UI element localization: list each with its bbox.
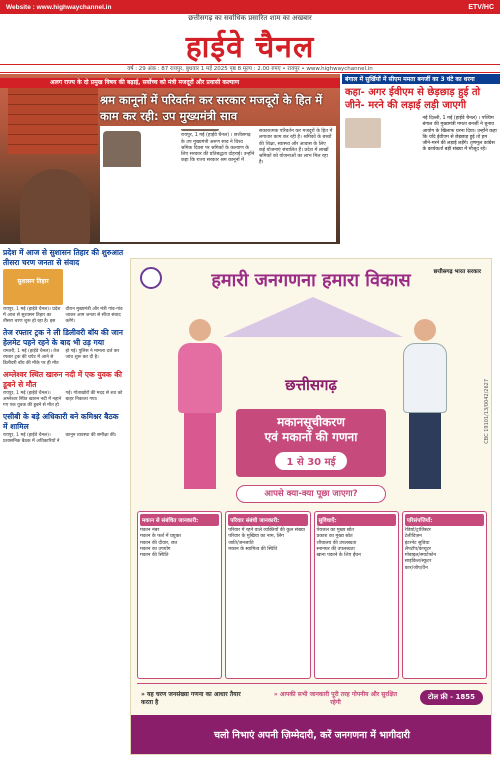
woman-saree — [178, 343, 222, 413]
info-grid — [137, 511, 487, 679]
left-body-4: रायपुर, 1 मई (हाईवे चैनल)। प्रशासनिक बैठक में अधिकारियों ने कानून व्यवस्था की समीक्षा की। — [3, 433, 117, 444]
note-middle: » आपकी सभी जानकारी पूरी तरह गोपनीय और सुरक्षित रहेगी — [273, 690, 398, 706]
card-item: मकान नंबर — [140, 528, 160, 533]
census-badge-icon — [140, 267, 162, 289]
house-roof-graphic — [223, 297, 403, 337]
card-family — [225, 511, 310, 679]
card-item: इंटरनेट सुविधा — [404, 540, 430, 546]
note-strip — [137, 683, 487, 711]
tollfree-button[interactable]: टोल फ्री - 1855 — [420, 690, 483, 705]
card-item: टेलीविज़न — [404, 534, 422, 540]
card-item: मकान के स्वामित्व की स्थिति — [228, 546, 278, 552]
card-item: मकान के फर्श में प्रयुक्त — [140, 534, 181, 540]
masthead — [0, 26, 500, 64]
card-item: मकान का उपयोग — [140, 546, 171, 552]
card-house — [137, 511, 222, 679]
man-enumerator-figure — [396, 319, 454, 509]
woman-enumerator-figure — [171, 319, 229, 509]
card-facilities — [314, 511, 399, 679]
left-column — [0, 246, 128, 751]
card-item: परिवार के मुखिया का नाम, लिंग — [228, 534, 284, 540]
card-item: मकान की स्थिति — [140, 553, 169, 559]
mamata-photo — [345, 118, 381, 148]
state-name: छत्तीसगढ़ — [285, 376, 337, 394]
left-body-2: धमतरी, 1 मई (हाईवे चैनल)। तेज रफ्तार ट्रक की चपेट में आने से डिलीवरी बॉय की मौके पर ही मौत हो गई। पुलिस ने मामला दर्ज कर जांच शुरू कर दी है। — [3, 349, 120, 366]
census-dates: 1 से 30 मई — [275, 452, 348, 470]
ad-footer: चलो निभाएं अपनी ज़िम्मेदारी, करें जनगणना में भागीदारी — [131, 715, 492, 755]
lead-body-text: रायपुर, 1 मई (हाईवे चैनल) । छत्तीसगढ़ के उप मुख्यमंत्री अरुण साव ने विश्व श्रमिक दिवस पर श्रमिकों के कल्याण के लिए सरकार की प्रतिबद्धता दोहराई। उन्होंने कहा कि राज्य सरकार श्रम कानूनों में सकारात्मक परिवर्तन कर मजदूरों के हित में लगातार काम कर रही है। श्रमिकों के बच्चों की शिक्षा, स्वास्थ्य और आवास के लिए कई योजनाएं संचालित हैं। प्रदेश में लाखों श्रमिकों को योजनाओं का लाभ मिल रहा है। — [181, 129, 333, 166]
cbc-code: CBC 19101/13/0042/2627 — [484, 379, 490, 444]
card-item: लैपटॉप/कंप्यूटर — [404, 546, 432, 552]
card-assets — [402, 511, 487, 679]
left-body-3: रायपुर, 1 मई (हाईवे चैनल)। अम्लेश्वर स्थित खारुन नदी में नहाने गए एक युवक की डूबने से मौत हो गई। गोताखोरों की मदद से शव को बाहर निकाला गया। — [3, 391, 123, 408]
census-panel — [236, 409, 386, 477]
panel-line-1: मकानसूचीकरण — [277, 415, 345, 429]
left-headline-3: अम्लेश्वर स्थित खारुन नदी में एक युवक की डूबने से मौत — [3, 370, 122, 389]
lead-kicker: अलग राज्य के दो प्रमुख विषय की बढ़ाई, सर्वोच्च को मंत्री मजदूरों और प्रवासी कल्याण — [0, 78, 340, 88]
brand-mark: ETV/HC — [468, 3, 494, 11]
website-text[interactable]: Website : www.highwaychannel.in — [6, 3, 112, 11]
ask-banner: आपसे क्या-क्या पूछा जाएगा? — [236, 485, 386, 503]
card-item: साइकिल/स्कूटर — [404, 559, 432, 565]
govt-emblem: छत्तीसगढ़ भारत सरकार — [433, 269, 481, 275]
woman-legs — [184, 413, 216, 489]
right-banner: बंगाल में सुर्खियों में सीएम ममता बनर्जी का 3 घंटे का धरना — [342, 74, 500, 84]
ad-headline: हमारी जनगणना हमारा विकास — [211, 270, 411, 291]
census-advertisement — [130, 258, 492, 755]
right-headline: कहा- अगर ईवीएम से छेड़छाड़ हुई तो जीने- मरने की लड़ाई लड़ी जाएगी — [345, 87, 481, 111]
card-item: पेयजल का मुख्य स्रोत — [316, 528, 355, 533]
right-body — [342, 114, 500, 234]
worker-figure — [20, 169, 90, 244]
note-left: » यह चरण जनसंख्या गणना का आधार तैयार करता है — [141, 690, 241, 706]
left-headline-4: एसीबी के बड़े अधिकारी बने कमिश्नर बैठक में शामिल — [3, 412, 119, 431]
panel-line-2: एवं मकानों की गणना — [264, 430, 358, 444]
man-shirt — [403, 343, 447, 413]
lead-body — [100, 126, 336, 242]
card-item: कार/जीप/वैन — [404, 565, 428, 571]
left-body-1: रायपुर, 1 मई (हाईवे चैनल)। प्रदेश में आज से सुशासन तिहार का तीसरा चरण शुरू हो रहा है। इस दौरान मुख्यमंत्री और मंत्री गांव-गांव जाकर आम जनता से सीधा संवाद करेंगे। — [3, 307, 123, 324]
top-strip — [0, 0, 500, 14]
card-item: मकान की दीवार, छत — [140, 540, 178, 546]
card-item: शौचालय की उपलब्धता — [316, 540, 357, 546]
card-item: प्रकाश का मुख्य स्रोत — [316, 534, 353, 540]
card-title: परिसंपत्तियाँ: — [405, 514, 484, 526]
card-item: जाति/जनजाति — [228, 540, 254, 546]
dateline: वर्ष : 29 अंक : 87 रायपुर, बुधवार 1 मई 2025 पृष्ठ 8 मूल्य : 2.00 रुपए • रायपुर • www.highwaychannel.in — [0, 64, 500, 73]
bricks-graphic — [8, 84, 98, 154]
card-title: मकान से संबंधित जानकारी: — [140, 514, 219, 526]
card-item: परिवार में रहने वाले व्यक्तियों की कुल संख्या — [228, 528, 305, 533]
left-headline-1: प्रदेश में आज से सुशासन तिहार की शुरुआत तीसरा चरण जनता से संवाद — [3, 248, 124, 267]
man-trousers — [409, 413, 441, 489]
tagline: छत्तीसगढ़ का सर्वाधिक प्रसारित शाम का अखबार — [188, 14, 312, 22]
man-head — [414, 319, 436, 341]
card-item: खाना पकाने के लिए ईंधन — [316, 553, 361, 559]
card-item: रेडियो/ट्रांजिस्टर — [404, 528, 431, 533]
sushasan-logo: सुशासन तिहार — [3, 269, 63, 305]
card-item: मोबाइल/स्मार्टफोन — [404, 553, 437, 559]
woman-head — [189, 319, 211, 341]
right-story — [342, 74, 500, 244]
card-title: परिवार संबंधी जानकारी: — [228, 514, 307, 526]
paper-title: हाईवे चैनल — [185, 29, 315, 65]
left-headline-2: तेज रफ्तार ट्रक ने ली डिलीवरी बॉय की जान हेलमेट पहने रहने के बाद भी उड़ गया — [3, 328, 123, 347]
card-item: स्नानघर की उपलब्धता — [316, 546, 355, 552]
lead-headline: श्रम कानूनों में परिवर्तन कर सरकार मजदूरों के हित में काम कर रही: उप मुख्यमंत्री साव — [100, 93, 323, 123]
card-title: सुविधाएँ: — [317, 514, 396, 526]
lead-story — [0, 74, 340, 244]
right-body-text: नई दिल्ली, 1 मई (हाईवे चैनल) । पश्चिम बंगाल की मुख्यमंत्री ममता बनर्जी ने चुनाव आयोग के खिलाफ धरना दिया। उन्होंने कहा कि यदि ईवीएम से छेड़छाड़ हुई तो हम जीने-मरने की लड़ाई लड़ेंगे। तृणमूल कांग्रेस के कार्यकर्ता बड़ी संख्या में मौजूद रहे। — [422, 116, 497, 153]
